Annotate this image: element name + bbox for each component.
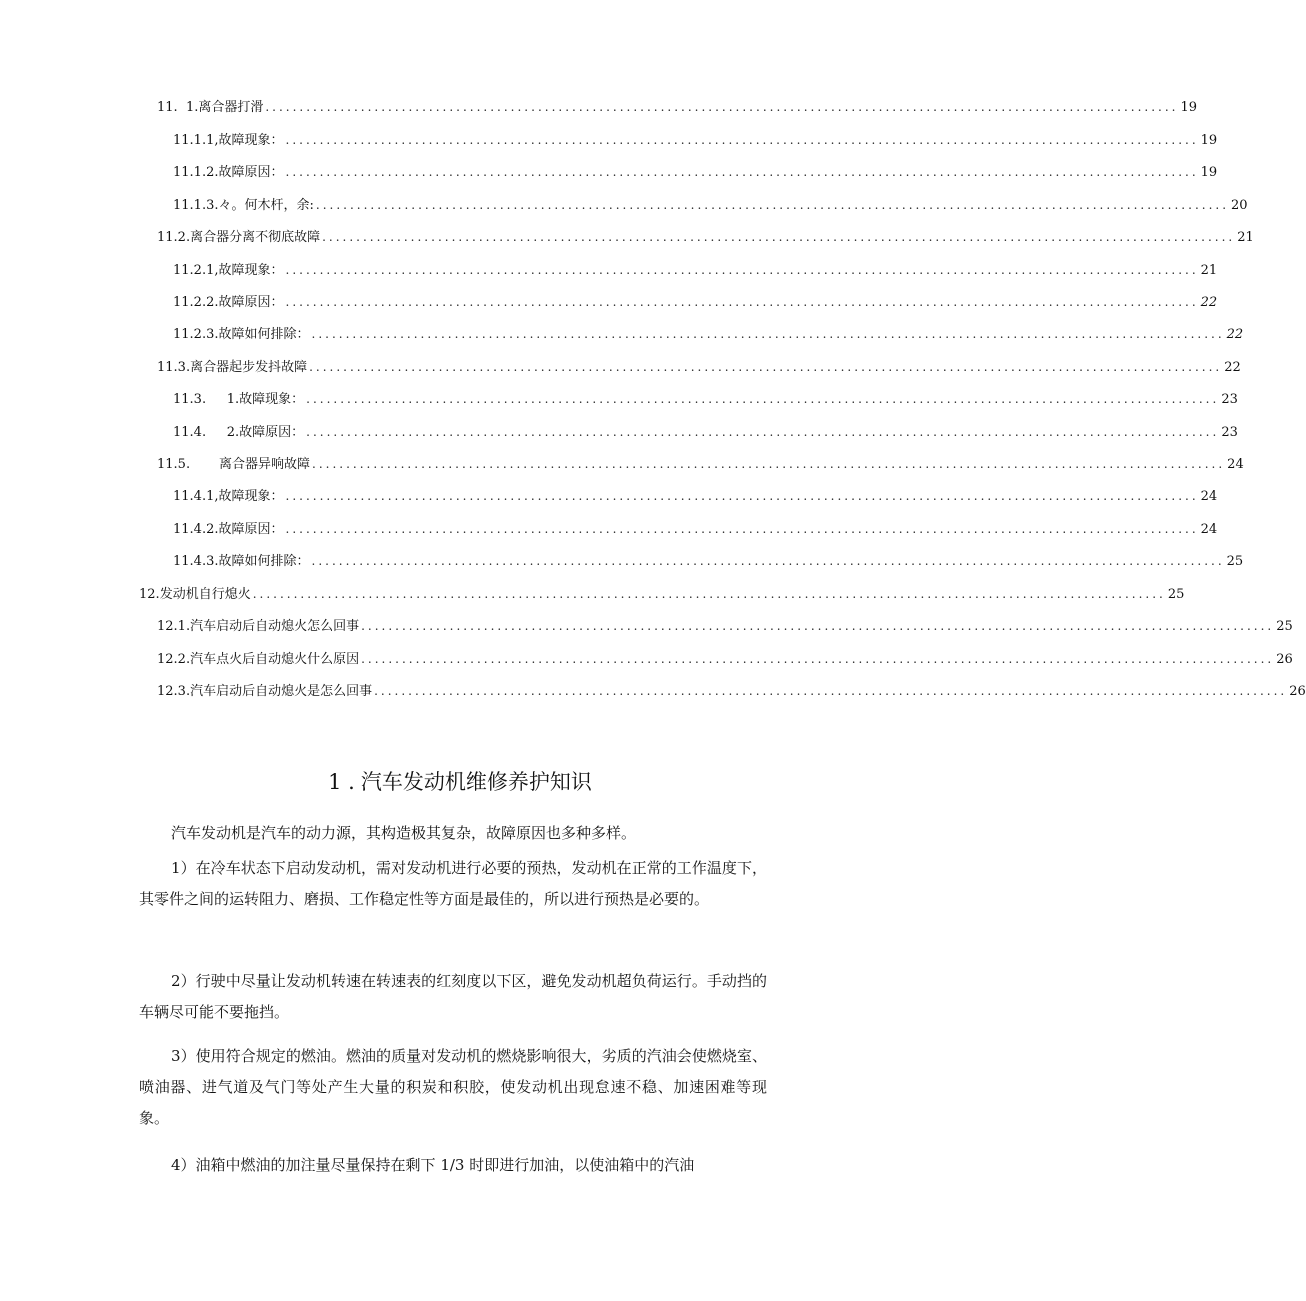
toc-entry-number: 11.1.1, [173,133,219,148]
toc-entry-number: 11. 1. [157,100,199,115]
body-paragraph: 汽车发动机是汽车的动力源，其构造极其复杂，故障原因也多种多样。 [171,824,637,842]
toc-entry-title: 々。何木杆，余: [218,198,314,213]
toc-entry-title: 离合器分离不彻底故障 [190,230,321,245]
body-paragraph: 2）行驶中尽量让发动机转速在转速表的红刻度以下区，避免发动机超负荷运行。手动挡的车辆尽可能不要拖挡。 [139,972,767,1021]
toc-leader-dots: ...................................................................................................................................... [285,165,1199,179]
toc-entry-number: 11.3. [157,360,191,375]
toc-entry-page: 19 [1180,100,1198,115]
body-paragraph: 1）在冷车状态下启动发动机，需对发动机进行必要的预热，发动机在正常的工作温度下，其零件之间的运转阻力、磨损、工作稳定性等方面是最佳的，所以进行预热是必要的。 [139,859,767,908]
toc-entry[interactable] [173,293,1218,311]
toc-entry-page: 24 [1200,489,1218,504]
toc-entry-page: 20 [1231,198,1248,213]
toc-entry-page: 19 [1200,165,1218,180]
toc-leader-dots: ...................................................................................................................................... [374,684,1288,698]
toc-entry-page: 26 [1289,684,1306,699]
toc-entry-number: 12.1. [157,619,191,634]
toc-entry-title: 故障原因： [218,165,284,180]
toc-entry-page: 25 [1276,619,1293,634]
toc-entry-page: 25 [1167,587,1185,602]
toc-entry[interactable] [173,487,1218,505]
toc-leader-dots: ...................................................................................................................................... [322,230,1236,244]
toc-entry[interactable] [173,423,1238,441]
toc-entry-number: 11.3. 1. [173,392,240,407]
toc-leader-dots: ...................................................................................................................................... [311,554,1225,568]
toc-entry-number: 11.1.2. [173,165,219,180]
toc-entry-number: 11.4. 2. [173,425,240,440]
toc-entry-page: 25 [1226,554,1244,569]
toc-entry-page: 22 [1224,360,1241,375]
body-paragraph: 4）油箱中燃油的加注量尽量保持在剩下 1/3 时即进行加油，以使油箱中的汽油 [171,1156,695,1174]
toc-leader-dots: ...................................................................................................................................... [265,100,1179,114]
toc-leader-dots: ...................................................................................................................................... [285,489,1199,503]
toc-entry-title: 汽车启动后自动熄火是怎么回事 [190,684,373,699]
toc-entry[interactable] [173,163,1218,181]
toc-leader-dots: ...................................................................................................................................... [311,327,1225,341]
toc-entry[interactable] [157,228,1254,246]
body-paragraph: 3）使用符合规定的燃油。燃油的质量对发动机的燃烧影响很大，劣质的汽油会使燃烧室、喷油器、进气道及气门等处产生大量的积炭和积胶，使发动机出现怠速不稳、加速困难等现象。 [139,1047,767,1127]
toc-entry-number: 12.2. [157,652,191,667]
toc-entry[interactable] [157,617,1293,635]
toc-entry-number: 11.2.2. [173,295,219,310]
toc-entry-number: 12.3. [157,684,191,699]
toc-leader-dots: ...................................................................................................................................... [315,198,1230,212]
toc-entry-title: 故障现象： [218,489,284,504]
toc-leader-dots: ...................................................................................................................................... [252,587,1166,601]
toc-entry-page: 24 [1227,457,1244,472]
toc-entry-title: 离合器打滑 [198,100,264,115]
toc-entry[interactable] [157,650,1293,668]
toc-entry-page: 22 [1226,327,1244,342]
toc-leader-dots: ...................................................................................................................................... [285,263,1199,277]
toc-entry-title: 发动机自行熄火 [159,587,251,602]
toc-leader-dots: ...................................................................................................................................... [312,457,1226,471]
section-heading [0,766,920,796]
section-number: 1 . [328,770,355,794]
toc-entry[interactable] [157,455,1244,473]
toc-entry-title: 离合器异响故障 [219,457,311,472]
toc-leader-dots: ...................................................................................................................................... [361,652,1275,666]
section-title: 汽车发动机维修养护知识 [360,770,592,794]
toc-entry[interactable] [173,196,1248,214]
toc-entry-number: 11.2.1, [173,263,219,278]
toc-entry-page: 23 [1221,392,1238,407]
toc-entry-title: 故障如何排除： [218,554,310,569]
toc-entry[interactable] [173,325,1244,343]
toc-entry-page: 21 [1200,263,1218,278]
toc-entry[interactable] [157,682,1306,700]
toc-entry-number: 11.2.3. [173,327,219,342]
toc-leader-dots: ...................................................................................................................................... [361,619,1275,633]
toc-entry-page: 22 [1200,295,1218,310]
toc-entry-title: 故障现象： [218,263,284,278]
toc-entry-title: 故障如何排除： [218,327,310,342]
toc-entry-number: 11.4.1, [173,489,219,504]
toc-entry-title: 故障原因： [239,425,305,440]
toc-entry[interactable] [173,261,1218,279]
toc-entry[interactable] [173,131,1218,149]
toc-entry-title: 故障原因： [218,295,284,310]
toc-entry[interactable] [157,358,1241,376]
toc-entry-number: 11.2. [157,230,191,245]
toc-leader-dots: ...................................................................................................................................... [306,425,1220,439]
toc-leader-dots: ...................................................................................................................................... [285,133,1199,147]
toc-leader-dots: ...................................................................................................................................... [306,392,1220,406]
toc-entry-page: 19 [1200,133,1218,148]
toc-leader-dots: ...................................................................................................................................... [285,522,1199,536]
toc-leader-dots: ...................................................................................................................................... [285,295,1199,309]
toc-leader-dots: ...................................................................................................................................... [309,360,1223,374]
toc-entry[interactable] [173,390,1238,408]
toc-entry[interactable] [173,520,1218,538]
toc-entry-page: 24 [1200,522,1218,537]
toc-entry[interactable] [157,98,1198,116]
toc-entry-title: 故障现象： [218,133,284,148]
toc-entry-title: 故障原因： [218,522,284,537]
toc-entry[interactable] [139,585,1185,603]
toc-entry-page: 23 [1221,425,1238,440]
toc-entry-number: 11.1.3. [173,198,219,213]
toc-entry-number: 12. [139,587,160,602]
toc-entry-number: 11.5. [157,457,220,472]
toc-entry-number: 11.4.2. [173,522,219,537]
toc-entry-title: 汽车点火后自动熄火什么原因 [190,652,360,667]
toc-entry-title: 离合器起步发抖故障 [190,360,308,375]
toc-entry[interactable] [173,552,1244,570]
toc-entry-title: 汽车启动后自动熄火怎么回事 [190,619,360,634]
toc-entry-title: 故障现象： [239,392,305,407]
toc-entry-number: 11.4.3. [173,554,219,569]
toc-entry-page: 26 [1276,652,1293,667]
toc-entry-page: 21 [1237,230,1254,245]
